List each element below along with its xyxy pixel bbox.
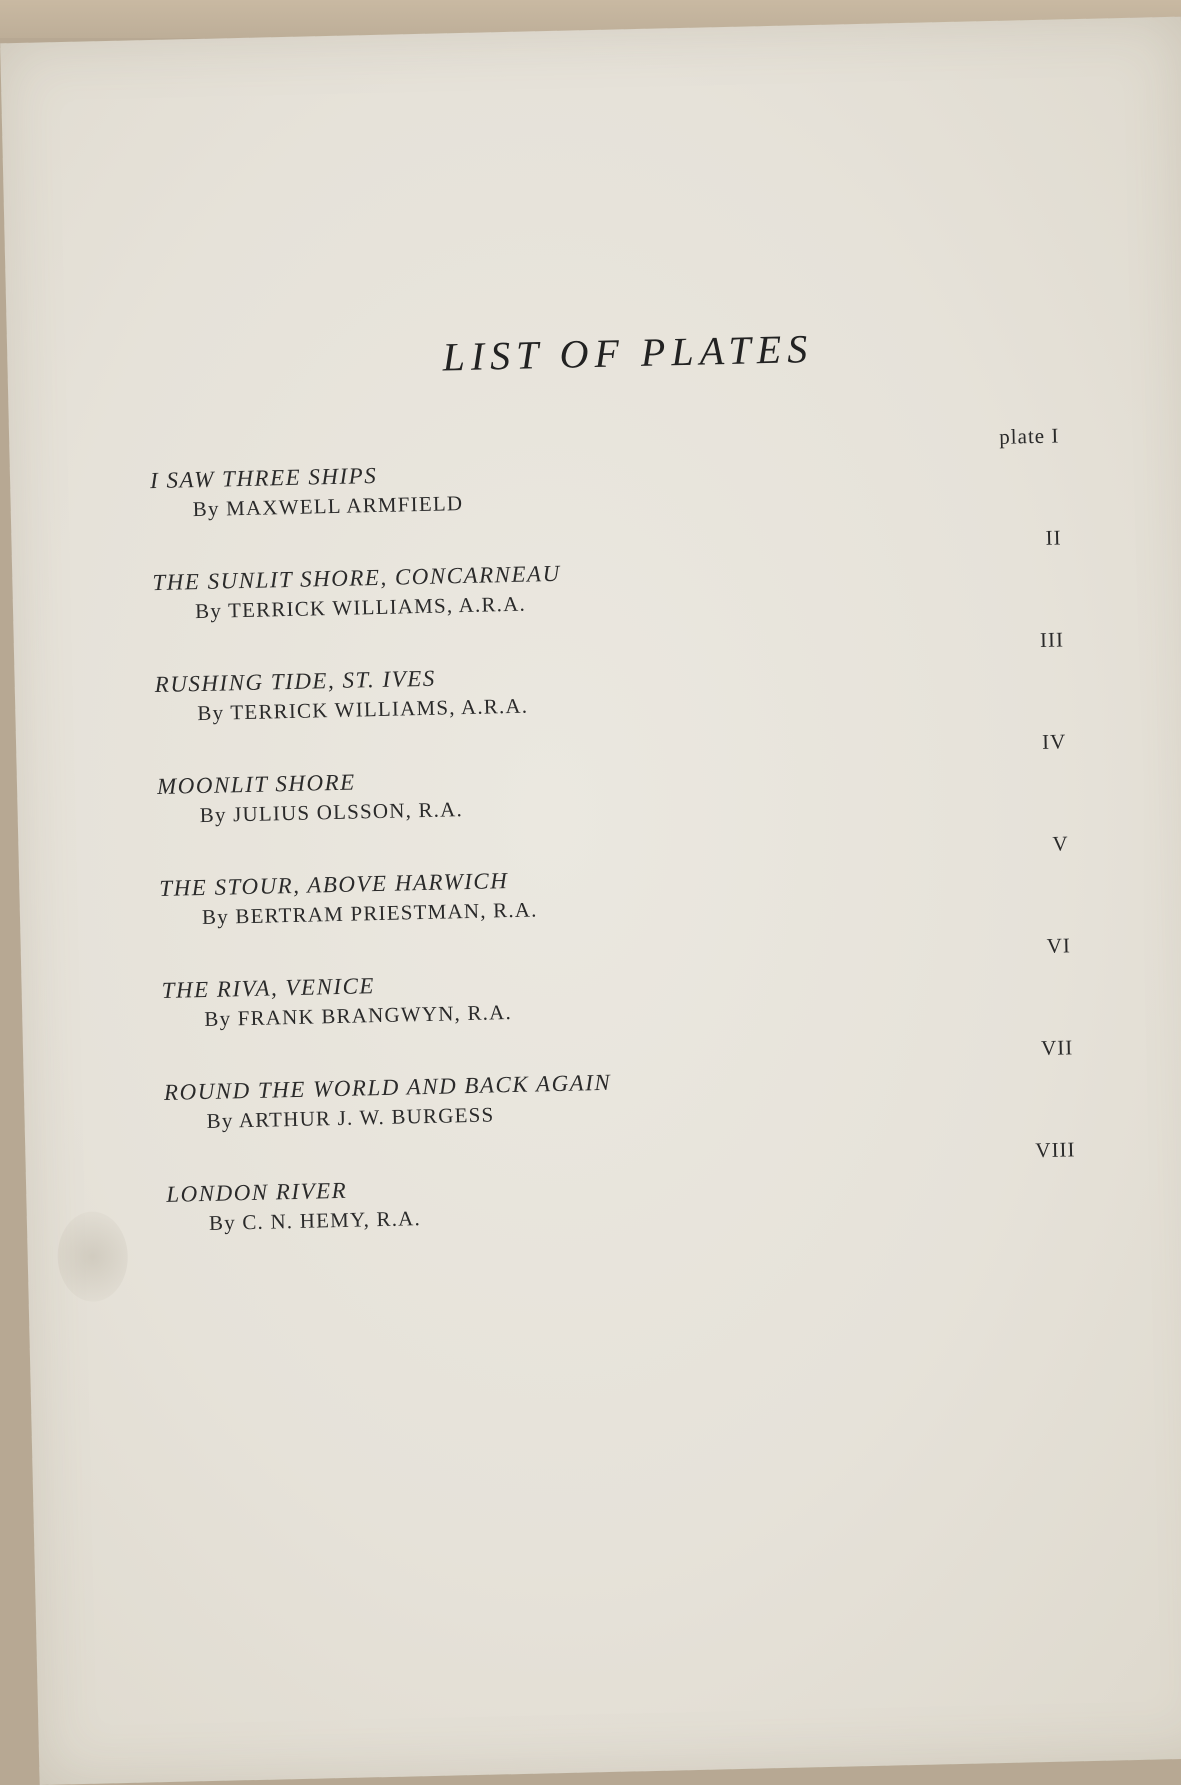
plate-artist: By TERRICK WILLIAMS, A.R.A.: [194, 591, 527, 624]
plate-number: VI: [1046, 933, 1072, 958]
plate-number: III: [1039, 627, 1065, 652]
plate-title: MOONLIT SHORE: [156, 769, 356, 800]
plate-artist: By BERTRAM PRIESTMAN, R.A.: [201, 897, 538, 930]
plate-artist: By C. N. HEMY, R.A.: [208, 1206, 422, 1235]
page-title: LIST OF PLATES: [442, 326, 814, 380]
list-item: [166, 1137, 1098, 1274]
plate-title: THE STOUR, ABOVE HARWICH: [159, 868, 509, 901]
book-page: [0, 17, 1181, 1785]
plate-artist: By FRANK BRANGWYN, R.A.: [204, 1000, 513, 1032]
plate-artist: By ARTHUR J. W. BURGESS: [206, 1102, 495, 1133]
plate-number: IV: [1041, 729, 1067, 754]
plate-list: [149, 423, 1098, 1274]
plate-title: I SAW THREE SHIPS: [149, 462, 378, 494]
plate-title: THE SUNLIT SHORE, CONCARNEAU: [152, 560, 561, 596]
plate-title: ROUND THE WORLD AND BACK AGAIN: [163, 1069, 612, 1105]
plate-title: LONDON RIVER: [166, 1177, 348, 1207]
plate-artist: By JULIUS OLSSON, R.A.: [199, 797, 464, 828]
plate-number: II: [1045, 525, 1062, 550]
plate-number: V: [1052, 831, 1069, 856]
plate-artist: By MAXWELL ARMFIELD: [192, 491, 464, 522]
plate-title: THE RIVA, VENICE: [161, 973, 376, 1003]
paper-stain: [57, 1211, 129, 1303]
plate-number: VII: [1040, 1035, 1074, 1061]
plate-artist: By TERRICK WILLIAMS, A.R.A.: [197, 693, 529, 726]
plate-title: RUSHING TIDE, ST. IVES: [154, 665, 437, 698]
plate-number: VIII: [1035, 1137, 1076, 1163]
plate-number: plate I: [999, 423, 1060, 449]
